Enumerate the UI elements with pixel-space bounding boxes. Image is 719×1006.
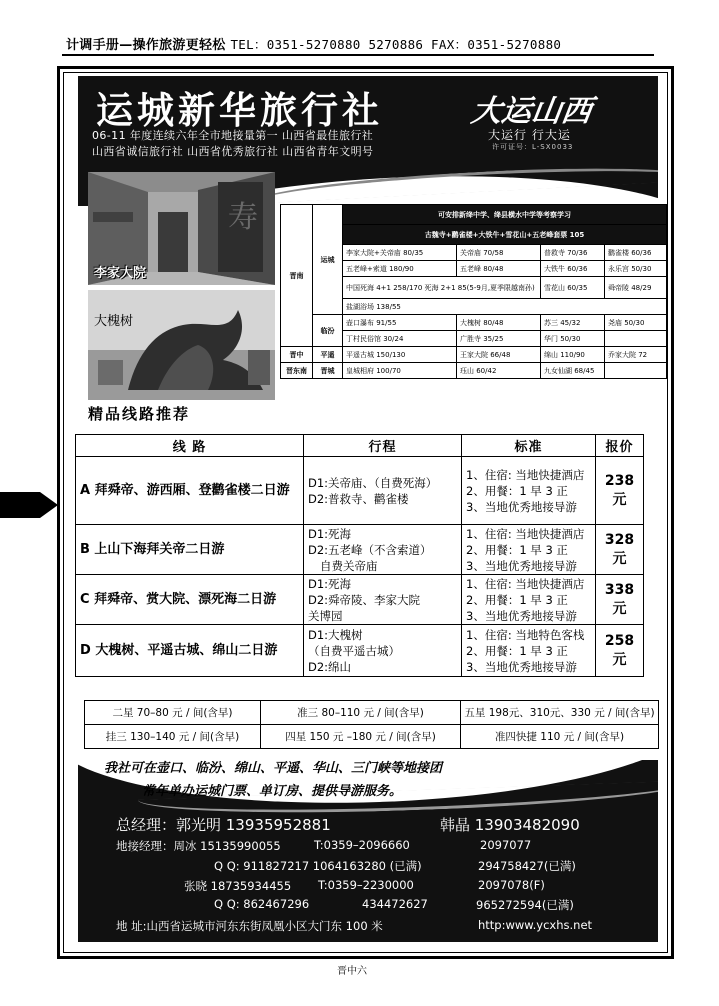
route-standard	[462, 625, 596, 677]
services-text: 常年单办运城门票、单订房、提供导游服务。	[142, 784, 403, 799]
price-cell: 五老峰+索道 180/90	[343, 261, 457, 277]
qq-numbers-1: Q Q: 911827217 1064163280 (已满)	[214, 859, 422, 873]
std-line: 2、用餐：1 早 3 正	[466, 483, 568, 498]
qq-numbers-2c: 965272594(已满)	[476, 898, 574, 912]
route-standard	[462, 457, 596, 525]
honors-line-2: 山西省诚信旅行社 山西省优秀旅行社 山西省青年文明号	[92, 145, 374, 158]
route-price: 258 元	[596, 625, 644, 677]
address: 地 址:山西省运城市河东东街凤凰小区大门东 100 米	[116, 919, 383, 933]
sched-line: D2:绵山	[308, 659, 352, 674]
dayun-shanxi-logo: 大运山西	[469, 94, 594, 129]
attraction-price-table	[280, 204, 667, 379]
slogan: 大运行 行大运	[488, 128, 571, 142]
arrow-marker-icon	[0, 488, 58, 522]
photo2-caption: 大槐树	[94, 314, 134, 329]
std-line: 1、住宿: 当地特色客栈	[466, 627, 585, 642]
hotel-price-cell: 四星 150 元 –180 元 / 间(含早)	[261, 725, 461, 749]
price-cell: 尧庙 50/30	[605, 315, 667, 331]
sched-line: D2:普救寺、鹳雀楼	[308, 491, 409, 506]
hotel-price-cell: 二星 70–80 元 / 间(含早)	[85, 701, 261, 725]
price-cell: 苏三 45/32	[541, 315, 605, 331]
std-line: 1、住宿: 当地快捷酒店	[466, 467, 585, 482]
price-cell: 华门 50/30	[541, 331, 605, 347]
std-line: 2、用餐：1 早 3 正	[466, 592, 568, 607]
city-label: 临汾	[313, 315, 343, 347]
route-row	[76, 525, 644, 575]
price-cell: 丁村民俗馆 30/24	[343, 331, 457, 347]
std-line: 3、当地优秀地接导游	[466, 659, 577, 674]
price-cell: 雪花山 60/35	[541, 277, 605, 299]
agency-name: 运城新华旅行社	[96, 88, 383, 132]
contact-numbers: TEL：0351-5270880 5270886 FAX：0351-5270880	[230, 37, 562, 52]
region-label: 晋东南	[281, 363, 313, 379]
honors-line-1: 06-11 年度连续六年全市地接量第一 山西省最佳旅行社	[92, 129, 374, 142]
photo-li-family-courtyard	[88, 172, 275, 285]
route-price: 338 元	[596, 575, 644, 625]
second-manager: 韩晶 13903482090	[440, 816, 580, 834]
std-line: 2、用餐：1 早 3 正	[466, 643, 568, 658]
city-label: 运城	[313, 205, 343, 315]
ground-manager-phone: 地接经理：周冰 15135990055	[116, 839, 281, 853]
route-schedule	[304, 575, 462, 625]
std-line: 3、当地优秀地接导游	[466, 558, 577, 573]
top-contact-bar	[66, 34, 652, 54]
price-cell	[605, 331, 667, 347]
price-cell: 平遥古城 150/130	[343, 347, 457, 363]
route-row	[76, 575, 644, 625]
handbook-title: 计调手册—操作旅游更轻松	[66, 38, 226, 53]
price-cell: 盐湖浴场 138/55	[343, 299, 667, 315]
price-cell: 壶口瀑布 91/55	[343, 315, 457, 331]
hotel-price-table	[84, 700, 659, 749]
price-cell: 五老峰 80/48	[457, 261, 541, 277]
price-cell: 皇城相府 100/70	[343, 363, 457, 379]
route-name: C 拜舜帝、赏大院、漂死海二日游	[76, 575, 304, 625]
qq-numbers-1b: 294758427(已满)	[478, 859, 576, 873]
sched-line: D2:五老峰（不含索道）	[308, 542, 432, 557]
price-cell: 关帝庙 70/58	[457, 245, 541, 261]
svg-text:寿: 寿	[228, 200, 258, 235]
price-cell: 中国死海 4+1 258/170 死海 2+1 85(5-9月,夏季限越南孙)	[343, 277, 541, 299]
price-cell: 乔家大院 72	[605, 347, 667, 363]
top-divider	[62, 54, 654, 56]
price-cell: 绵山 110/90	[541, 347, 605, 363]
price-cell: 广胜寺 35/25	[457, 331, 541, 347]
city-label: 平遥	[313, 347, 343, 363]
locust-tree-illustration	[88, 290, 275, 400]
route-standard	[462, 525, 596, 575]
license-number: 许可证号：L-SX0033	[492, 143, 574, 151]
route-standard	[462, 575, 596, 625]
qq-numbers-2: Q Q: 862467296	[214, 897, 310, 911]
route-row	[76, 625, 644, 677]
photo1-caption: 李家大院	[94, 266, 147, 281]
route-schedule	[304, 525, 462, 575]
col-header-standard: 标准	[462, 435, 596, 457]
price-banner-2: 古魏寺+鹳雀楼+大铁牛+雪花山+五老峰套票 105	[343, 225, 667, 245]
hotel-price-cell: 准四快捷 110 元 / 间(含早)	[461, 725, 659, 749]
price-cell: 鹳雀楼 60/36	[605, 245, 667, 261]
route-name: A 拜舜帝、游西厢、登鹳雀楼二日游	[76, 457, 304, 525]
sched-line: D1:死海	[308, 526, 352, 541]
ground-manager-tel-2: 2097077	[480, 838, 532, 852]
sched-line: 自费关帝庙	[320, 558, 378, 573]
std-line: 3、当地优秀地接导游	[466, 608, 577, 623]
price-cell: 珏山 60/42	[457, 363, 541, 379]
price-cell: 大铁牛 60/36	[541, 261, 605, 277]
price-banner-1: 可安排新绛中学、绛县横水中学等考察学习	[343, 205, 667, 225]
route-row	[76, 457, 644, 525]
price-cell: 永乐宫 50/30	[605, 261, 667, 277]
hotel-price-cell: 挂三 130–140 元 / 间(含早)	[85, 725, 261, 749]
sched-line: D1:关帝庙、（自费死海）	[308, 475, 438, 490]
price-cell: 王家大院 66/48	[457, 347, 541, 363]
route-name: D 大槐树、平遥古城、绵山二日游	[76, 625, 304, 677]
hotel-price-cell: 五星 198元、310元、330 元 / 间(含早)	[461, 701, 659, 725]
col-header-price: 报价	[596, 435, 644, 457]
route-price: 328 元	[596, 525, 644, 575]
price-cell: 舜帝陵 48/29	[605, 277, 667, 299]
std-line: 3、当地优秀地接导游	[466, 499, 577, 514]
region-label: 晋中	[281, 347, 313, 363]
col-header-schedule: 行程	[304, 435, 462, 457]
staff-zhang-phone: 张晓 18735934455	[184, 879, 292, 893]
price-cell	[605, 363, 667, 379]
route-price: 238 元	[596, 457, 644, 525]
route-schedule	[304, 457, 462, 525]
page-number: 晋中六	[337, 966, 367, 977]
featured-routes-title: 精品线路推荐	[88, 405, 191, 423]
hotel-price-cell: 准三 80–110 元 / 间(含早)	[261, 701, 461, 725]
route-schedule	[304, 625, 462, 677]
std-line: 1、住宿: 当地快捷酒店	[466, 526, 585, 541]
city-label: 晋城	[313, 363, 343, 379]
fax-number: 2097078(F)	[478, 878, 545, 892]
price-cell: 九女仙湖 68/45	[541, 363, 605, 379]
sched-line: 关博园	[308, 608, 343, 623]
price-cell: 李家大院+关帝庙 80/35	[343, 245, 457, 261]
std-line: 1、住宿: 当地快捷酒店	[466, 576, 585, 591]
col-header-route: 线 路	[76, 435, 304, 457]
region-label: 晋南	[281, 205, 313, 347]
price-cell: 大槐树 80/48	[457, 315, 541, 331]
branch-cities-text: 我社可在壶口、临汾、绵山、平遥、华山、三门峡等地接团	[104, 761, 443, 776]
staff-zhang-tel: T:0359–2230000	[318, 878, 414, 892]
routes-table	[75, 434, 644, 677]
std-line: 2、用餐：1 早 3 正	[466, 542, 568, 557]
sched-line: （自费平遥古城）	[308, 643, 400, 658]
sched-line: D2:舜帝陵、李家大院	[308, 592, 421, 607]
photo-great-locust-tree	[88, 290, 275, 400]
qq-numbers-2b: 434472627	[362, 897, 428, 911]
price-cell: 普救寺 70/36	[541, 245, 605, 261]
sched-line: D1:大槐树	[308, 627, 363, 642]
sched-line: D1:死海	[308, 576, 352, 591]
website: http:www.ycxhs.net	[478, 918, 593, 932]
route-name: B 上山下海拜关帝二日游	[76, 525, 304, 575]
general-manager: 总经理：郭光明 13935952881	[116, 816, 331, 834]
ground-manager-tel: T:0359–2096660	[314, 838, 410, 852]
